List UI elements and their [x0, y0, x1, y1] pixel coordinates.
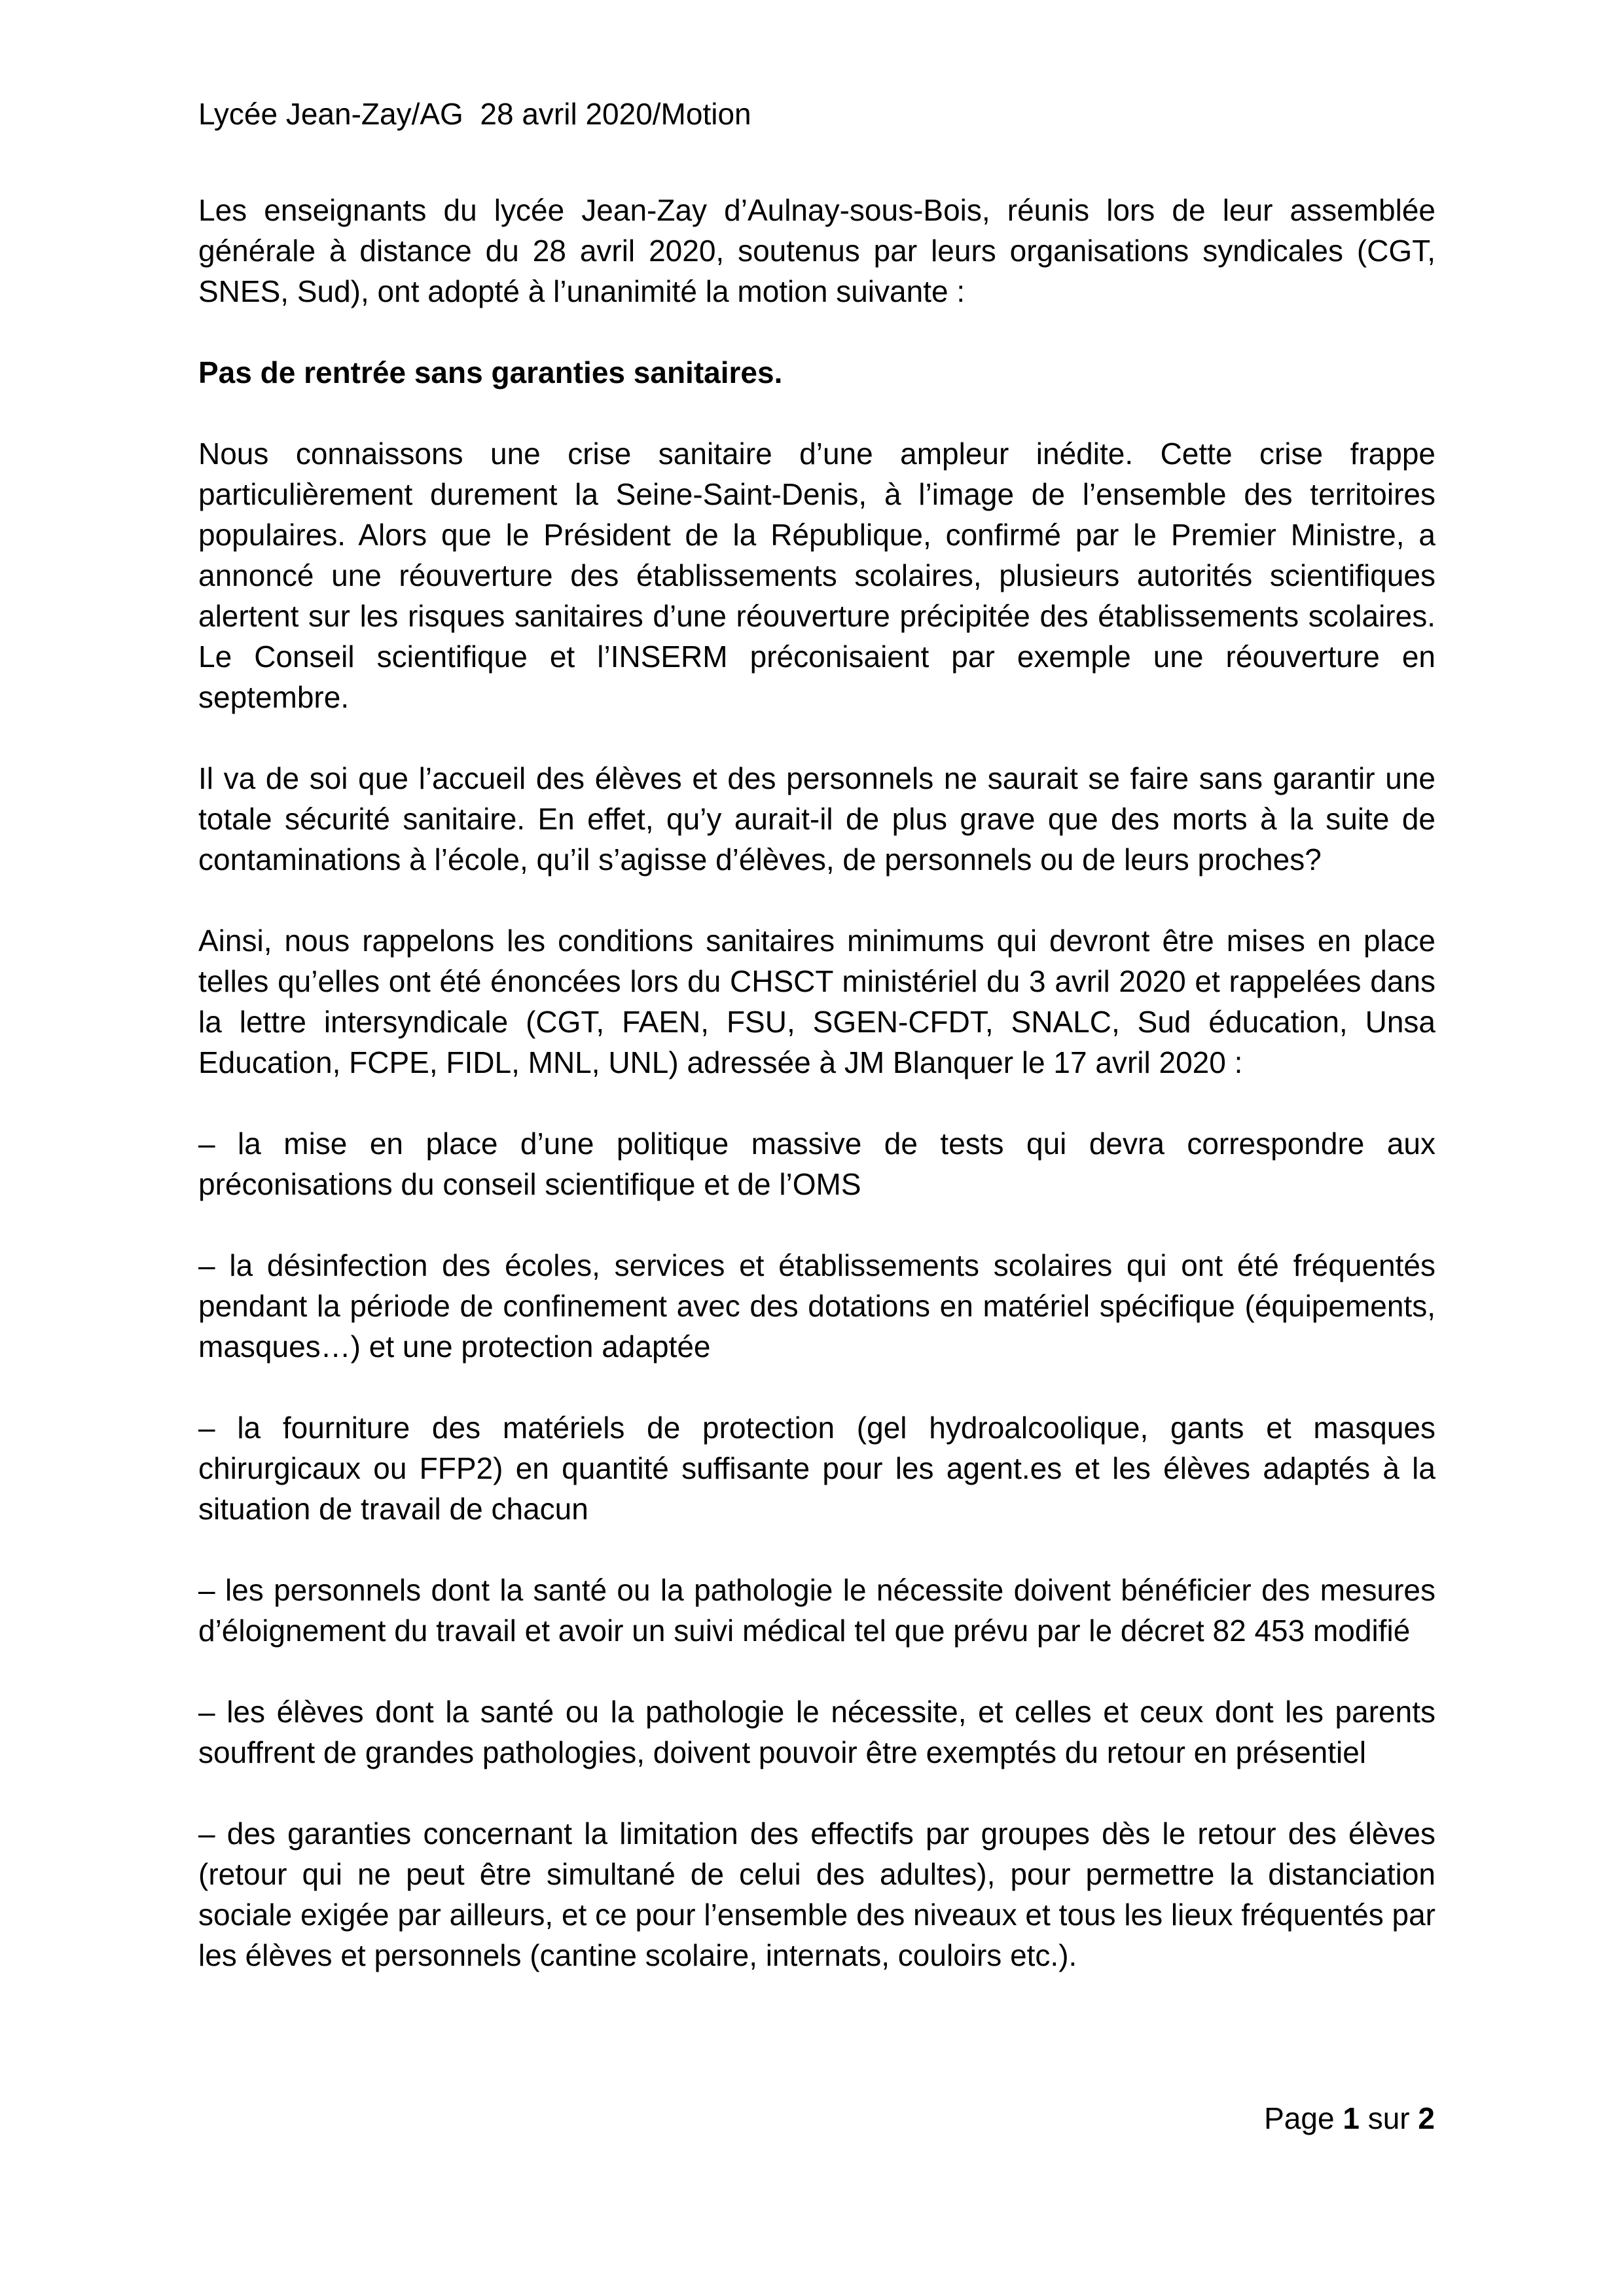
list-item: – la mise en place d’une politique massive de tests qui devra correspondre aux préconisations du conseil scientifique et de l’OMS — [198, 1127, 1435, 1201]
page-separator: sur — [1367, 2101, 1410, 2135]
list-item: – les personnels dont la santé ou la pathologie le nécessite doivent bénéficier des mesures d’éloignement du travail et avoir un suivi médical tel que prévu par le décret 82 453 modifié — [198, 1573, 1435, 1648]
page-number-footer — [1264, 2100, 1435, 2137]
intro-paragraph: Les enseignants du lycée Jean-Zay d’Aulnay-sous-Bois, réunis lors de leur assemblée générale à distance du 28 avril 2020, soutenus par leurs organisations syndicales (CGT, SNES, Sud), ont adopté à l’unanimité la motion suivante : — [198, 193, 1435, 308]
current-page-number: 1 — [1343, 2101, 1360, 2135]
list-item: – la désinfection des écoles, services et établissements scolaires qui ont été fréquentés pendant la période de confinement avec des dotations en matériel spécifique (équipements, masques…) et une protection adaptée — [198, 1248, 1435, 1364]
list-item: – les élèves dont la santé ou la pathologie le nécessite, et celles et ceux dont les parents souffrent de grandes pathologies, doivent pouvoir être exemptés du retour en présentiel — [198, 1695, 1435, 1769]
total-pages-number: 2 — [1418, 2101, 1435, 2135]
paragraph-conditions: Ainsi, nous rappelons les conditions sanitaires minimums qui devront être mises en place telles qu’elles ont été énoncées lors du CHSCT ministériel du 3 avril 2020 et rappelées dans la lettre intersyndicale (CGT, FAEN, FSU, SGEN-CFDT, SNALC, Sud éducation, Unsa Education, FCPE, FIDL, MNL, UNL) adressée à JM Blanquer le 17 avril 2020 : — [198, 924, 1435, 1079]
paragraph-safety: Il va de soi que l’accueil des élèves et des personnels ne saurait se faire sans garantir une totale sécurité sanitaire. En effet, qu’y aurait-il de plus grave que des morts à la suite de contaminations à l’école, qu’il s’agisse d’élèves, de personnels ou de leurs proches? — [198, 761, 1435, 876]
list-item: – la fourniture des matériels de protection (gel hydroalcoolique, gants et masques chirurgicaux ou FFP2) en quantité suffisante pour les agent.es et les élèves adaptés à la situation de travail de chacun — [198, 1411, 1435, 1526]
document-body — [198, 190, 1435, 2016]
page-header: Lycée Jean-Zay/AG 28 avril 2020/Motion — [198, 97, 751, 131]
paragraph-crisis: Nous connaissons une crise sanitaire d’une ampleur inédite. Cette crise frappe particulièrement durement la Seine-Saint-Denis, à l’image de l’ensemble des territoires populaires. Alors que le Président de la République, confirmé par le Premier Ministre, a annoncé une réouverture des établissements scolaires, plusieurs autorités scientifiques alertent sur les risques sanitaires d’une réouverture précipitée des établissements scolaires. Le Conseil scientifique et l’INSERM préconisaient par exemple une réouverture en septembre. — [198, 437, 1435, 714]
list-item: – des garanties concernant la limitation des effectifs par groupes dès le retour des élèves (retour qui ne peut être simultané de celui des adultes), pour permettre la distanciation sociale exigée par ailleurs, et ce pour l’ensemble des niveaux et tous les lieux fréquentés par les élèves et personnels (cantine scolaire, internats, couloirs etc.). — [198, 1816, 1435, 1972]
page-label: Page — [1264, 2101, 1335, 2135]
motion-title: Pas de rentrée sans garanties sanitaires. — [198, 355, 783, 389]
